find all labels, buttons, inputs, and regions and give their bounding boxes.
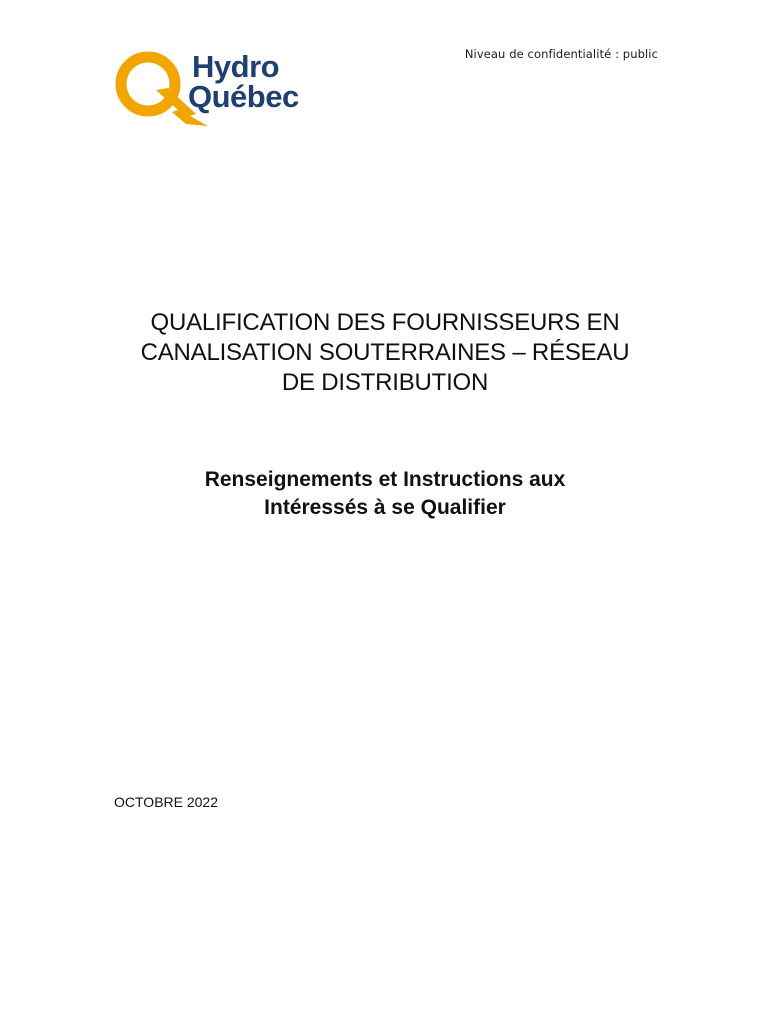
- logo-line-quebec: Québec: [188, 79, 299, 114]
- confidentiality-label: Niveau de confidentialité : public: [464, 47, 658, 61]
- title-line: DE DISTRIBUTION: [281, 369, 489, 396]
- logo-wordmark: [188, 49, 299, 114]
- document-date: OCTOBRE 2022: [114, 794, 219, 810]
- document-subtitle: [85, 466, 685, 522]
- logo-line-hydro: Hydro: [192, 49, 280, 84]
- hydro-quebec-logo: [112, 48, 362, 132]
- subtitle-line: Renseignements et Instructions aux: [204, 468, 566, 491]
- title-line: QUALIFICATION DES FOURNISSEURS EN: [150, 309, 620, 336]
- subtitle-line: Intéressés à se Qualifier: [264, 496, 506, 519]
- document-title: [85, 308, 685, 398]
- title-line: CANALISATION SOUTERRAINES – RÉSEAU: [140, 339, 630, 366]
